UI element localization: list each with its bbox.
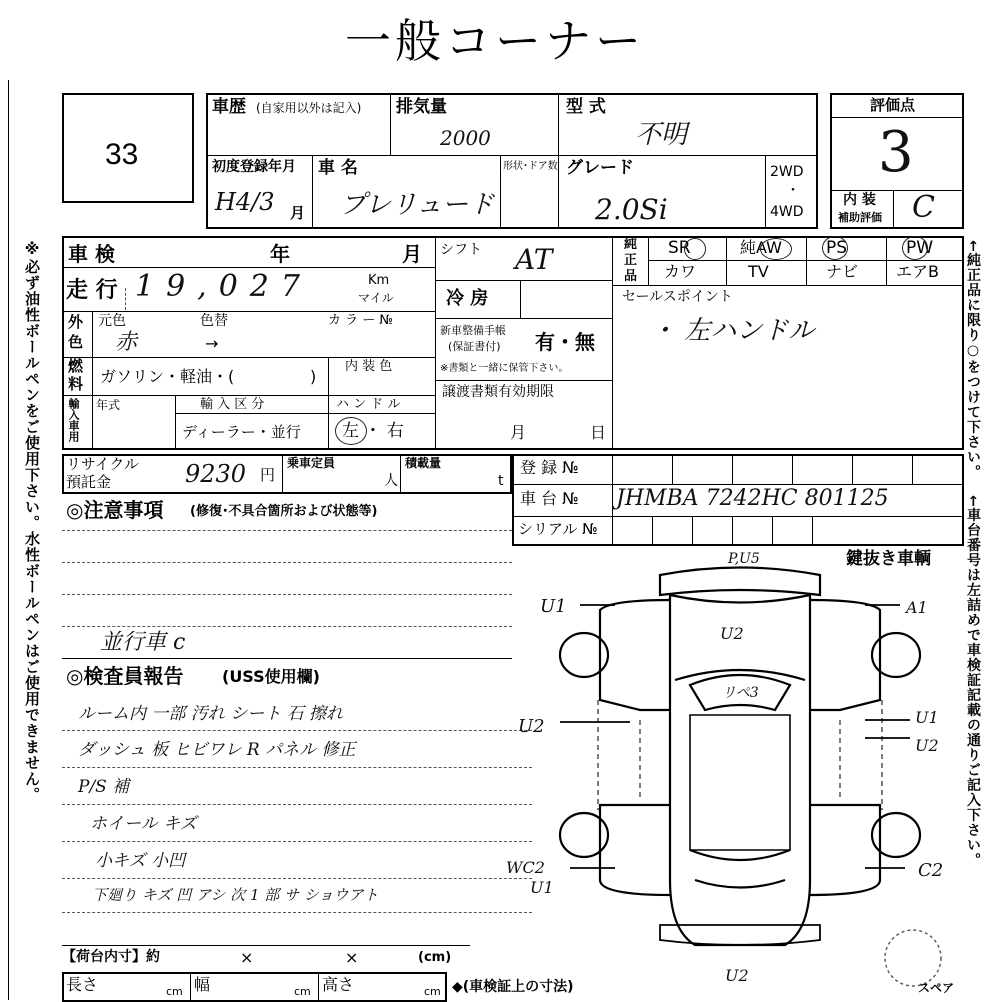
car-name-label: 車 名: [318, 158, 358, 178]
chassis-number-value: JHMBA 7242HC 801125: [616, 486, 889, 511]
page-title: 一般コーナー: [345, 14, 645, 68]
key-removed-label: 鍵抜き車輌: [846, 549, 931, 569]
chassis-number-label: 車 台 №: [520, 489, 579, 508]
mark-left-rear-2: U1: [530, 878, 554, 897]
cargo-unit: (cm): [418, 950, 452, 965]
left-edge-line: [8, 80, 9, 1000]
import-label: 輸入車用: [67, 398, 80, 442]
sales-point-label: セールスポイント: [622, 289, 733, 305]
handle-value: 左 ・ 右: [342, 421, 404, 441]
fuel-options: ガソリン・軽油・(: [100, 367, 235, 386]
registration-number-label: 登 録 №: [520, 458, 579, 477]
mark-left-side: U2: [518, 716, 545, 737]
left-side-note: ※必ず油性ボールペンをご使用下さい。水性ボールペンはご使用できません。: [23, 240, 41, 803]
km-label: Km: [368, 273, 390, 288]
rating-label: 評価点: [870, 96, 916, 114]
rating-value: 3: [878, 120, 914, 185]
drive-2wd: 2WD: [770, 164, 804, 180]
drive-dot: ・: [786, 183, 800, 199]
manual-label-1: 新車整備手帳: [440, 324, 506, 337]
inspector-title: ◎検査員報告: [66, 664, 184, 688]
cargo-length-label: 長さ: [66, 975, 99, 994]
car-damage-diagram: [520, 550, 960, 990]
option-genuine-aw: 純AW: [740, 238, 782, 257]
manual-label-2: (保証書付): [448, 340, 501, 353]
mile-label: マイル: [358, 291, 394, 305]
option-circle-sr: [684, 238, 706, 260]
option-circle-pw: [902, 236, 928, 260]
cargo-note: ◆(車検証上の寸法): [452, 979, 574, 995]
model-type-value: 不明: [635, 120, 688, 150]
option-airbag: エアB: [896, 262, 939, 281]
option-ps: PS: [826, 238, 848, 258]
color-label-2: 色: [68, 333, 84, 351]
grade-value: 2.0Si: [595, 193, 668, 226]
mark-hood: U2: [720, 624, 744, 643]
inspector-line-3: P/S 補: [78, 777, 130, 797]
first-registration-label: 初度登録年月: [212, 159, 296, 175]
serial-number-label: シリアル №: [518, 520, 598, 538]
cargo-width-label: 幅: [194, 975, 211, 994]
import-category-label: 輸 入 区 分: [200, 397, 265, 412]
car-name-value: プレリュード: [340, 190, 495, 220]
inspector-subtitle: (USS使用欄): [222, 667, 320, 686]
mark-left-rear-1: WC2: [506, 858, 545, 877]
aircon-label: 冷 房: [446, 288, 489, 309]
fuel-close: ): [310, 367, 317, 386]
right-side-note-1: ←純正品に限り○をつけて下さい。: [965, 240, 981, 480]
color-label-1: 外: [68, 313, 84, 331]
recycle-value: 9230: [185, 460, 247, 488]
shaken-label: 車 検: [68, 242, 115, 266]
cargo-width-unit: cm: [294, 985, 311, 998]
genuine-label-2: 正: [624, 253, 638, 268]
displacement-label: 排気量: [396, 97, 447, 117]
inspector-line-4: ホイール キズ: [90, 814, 197, 834]
genuine-label-1: 純: [624, 237, 638, 252]
recycle-label-1: リサイクル: [66, 455, 139, 473]
option-navi: ナビ: [826, 262, 859, 281]
drive-4wd: 4WD: [770, 204, 804, 220]
mark-right-front: A1: [906, 598, 928, 617]
displacement-value: 2000: [440, 126, 491, 150]
cargo-times-2: ×: [345, 948, 359, 967]
notes-subtitle: (修復･不具合箇所および状態等): [190, 504, 378, 519]
option-pw: PW: [906, 238, 934, 258]
mark-front-bumper: P,U5: [728, 551, 760, 567]
recycle-yen: 円: [260, 466, 276, 484]
first-registration-month: 月: [290, 204, 306, 222]
inspector-line-1: ルーム内 一部 汚れ シート 石 擦れ: [78, 704, 344, 724]
manual-note: ※書類と一緒に保管下さい。: [440, 363, 569, 374]
option-leather: カワ: [664, 262, 697, 281]
original-color-label: 元色: [98, 313, 126, 329]
history-note: (自家用以外は記入): [256, 101, 362, 115]
cargo-label: 【荷台内寸】約: [62, 949, 160, 965]
sales-point-value: ・ 左ハンドル: [650, 316, 815, 346]
cargo-dimensions-box: [62, 972, 447, 1002]
first-registration-value: H4/3: [215, 188, 275, 216]
shift-label: シフト: [440, 242, 482, 258]
mark-rear: U2: [725, 966, 749, 985]
cargo-times-1: ×: [240, 948, 254, 967]
interior-rating-value: C: [912, 190, 935, 225]
right-side-note-2: ←車台番号は左詰めで車検証記載の通りご記入下さい。: [965, 495, 981, 868]
manual-value: 有・無: [535, 330, 595, 354]
handle-label: ハ ン ド ル: [336, 397, 401, 412]
history-label: 車歴: [212, 97, 246, 117]
option-tv: TV: [748, 262, 769, 281]
recycle-label-2: 預託金: [66, 473, 112, 491]
import-category-value: ディーラー・並行: [182, 423, 301, 441]
capacity-unit: 人: [384, 473, 398, 489]
fuel-label-2: 料: [68, 375, 84, 393]
mark-right-rear: C2: [918, 860, 944, 881]
cargo-length-unit: cm: [166, 985, 183, 998]
shaken-year-label: 年: [270, 242, 290, 266]
option-sr: SR: [668, 238, 691, 258]
model-year-label: 年式: [96, 398, 121, 412]
color-change-label: 色替: [200, 313, 228, 329]
inspector-line-6: 下廻り キズ 凹 アシ 次 1 部 サ ショウアト: [92, 886, 379, 904]
handle-circle-left: [335, 417, 367, 445]
interior-rating-sub: 補助評価: [838, 211, 882, 224]
option-circle-aw: [760, 238, 792, 260]
color-number-label: カ ラ ー №: [328, 313, 393, 328]
inspector-line-5: 小キズ 小凹: [95, 851, 186, 871]
cargo-height-label: 高さ: [322, 975, 355, 994]
load-unit: t: [498, 473, 504, 489]
mark-right-side-1: U1: [915, 708, 939, 727]
option-circle-ps: [822, 236, 848, 260]
fuel-label-1: 燃: [68, 357, 84, 375]
transfer-label: 譲渡書類有効期限: [442, 384, 554, 400]
color-arrow: →: [205, 334, 219, 353]
mark-windshield: リペ3: [722, 685, 759, 701]
shaken-month-label: 月: [402, 242, 422, 266]
genuine-label-3: 品: [624, 269, 638, 284]
mark-left-front: U1: [540, 596, 567, 617]
capacity-label: 乗車定員: [287, 456, 336, 470]
interior-color-label: 内 装 色: [345, 359, 393, 374]
notes-value: 並行車 c: [100, 630, 186, 655]
mileage-label: 走 行: [66, 278, 118, 303]
load-label: 積載量: [405, 456, 442, 470]
notes-title: ◎注意事項: [66, 498, 164, 522]
mark-right-side-2: U2: [915, 736, 939, 755]
spare-label: スペア: [918, 981, 955, 995]
inspector-line-2: ダッシュ 板 ヒビワレ R パネル 修正: [78, 740, 356, 760]
transfer-day: 日: [590, 423, 607, 442]
original-color-value: 赤: [115, 330, 138, 355]
shape-door-label: 形状･ドア数: [503, 161, 558, 172]
grade-label: グレード: [566, 158, 634, 178]
mileage-value: 19,027: [135, 269, 312, 304]
cargo-height-unit: cm: [424, 985, 441, 998]
interior-rating-label: 内 装: [843, 192, 876, 208]
transfer-month: 月: [510, 423, 527, 442]
shift-value: AT: [515, 243, 553, 276]
lot-number: 33: [105, 138, 139, 171]
model-type-label: 型 式: [566, 97, 606, 117]
